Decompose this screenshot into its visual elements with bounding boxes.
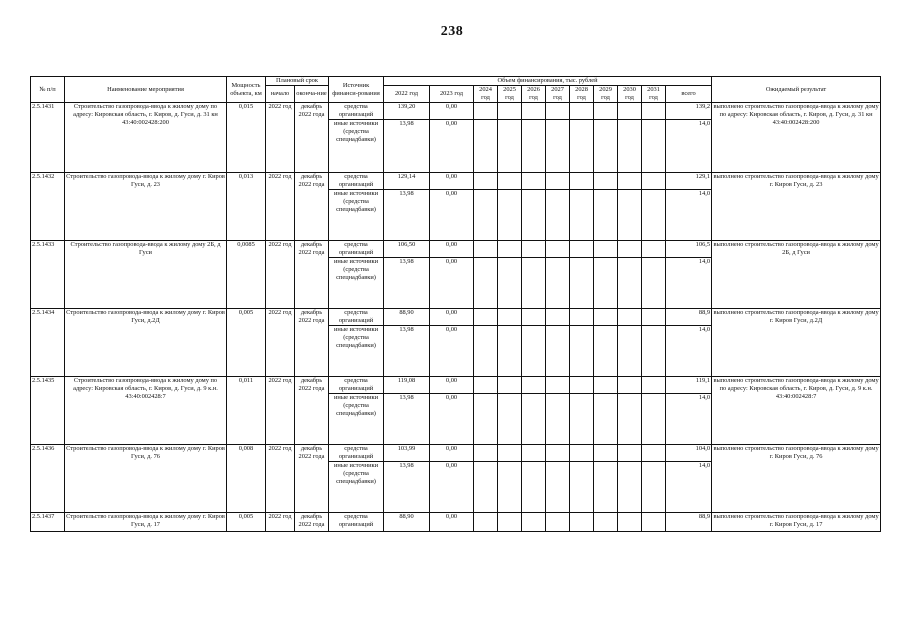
cell-result: выполнено строительство газопровода-ввода к жилому дому г. Киров Гуси, д. 23: [712, 173, 881, 241]
cell-capacity: 0,0085: [227, 241, 266, 309]
cell-2022: 13,98: [384, 462, 430, 513]
cell-capacity: 0,008: [227, 445, 266, 513]
header-year-2023: 2023 год: [430, 86, 474, 103]
cell-2023: 0,00: [430, 258, 474, 309]
cell-result: выполнено строительство газопровода-ввода к жилому дому г. Киров Гуси, д. 76: [712, 445, 881, 513]
cell-total: 129,1: [666, 173, 712, 190]
cell-source: иные источники (средства спецнадбавки): [329, 190, 384, 241]
cell-end: декабрь 2022 года: [295, 445, 329, 513]
header-result: Ожидаемый результат: [712, 77, 881, 103]
cell-end: декабрь 2022 года: [295, 103, 329, 173]
cell-total: 14,0: [666, 326, 712, 377]
cell-total: 14,0: [666, 190, 712, 241]
cell-source: средства организаций: [329, 377, 384, 394]
page-number: 238: [440, 24, 464, 39]
cell-start: 2022 год: [266, 241, 295, 309]
header-year-2030: 2030 год: [618, 86, 642, 103]
cell-2022: 13,98: [384, 258, 430, 309]
cell-source: иные источники (средства спецнадбавки): [329, 120, 384, 173]
cell-source: средства организаций: [329, 103, 384, 120]
cell-start: 2022 год: [266, 309, 295, 377]
cell-2023: 0,00: [430, 326, 474, 377]
cell-end: декабрь 2022 года: [295, 377, 329, 445]
cell-total: 14,0: [666, 462, 712, 513]
header-capacity: Мощность объекта, км: [227, 77, 266, 103]
cell-source: иные источники (средства спецнадбавки): [329, 326, 384, 377]
table-row: [31, 173, 881, 190]
cell-total: 88,9: [666, 513, 712, 532]
cell-2023: 0,00: [430, 445, 474, 462]
cell-2022: 13,98: [384, 120, 430, 173]
cell-result: выполнено строительство газопровода-ввода к жилому дому по адресу: Кировская область, г. Киров, д. Гуси, д. 9 к.н. 43:40:002428:7: [712, 377, 881, 445]
cell-num: 2.5.1436: [31, 445, 65, 513]
header-year-2024: 2024 год: [474, 86, 498, 103]
header-num: № п/п: [31, 77, 65, 103]
header-year-2031: 2031 год: [642, 86, 666, 103]
cell-capacity: 0,015: [227, 103, 266, 173]
cell-end: декабрь 2022 года: [295, 513, 329, 532]
cell-2023: 0,00: [430, 377, 474, 394]
header-year-2029: 2029 год: [594, 86, 618, 103]
cell-source: средства организаций: [329, 445, 384, 462]
funding-table: [30, 76, 881, 532]
cell-total: 119,1: [666, 377, 712, 394]
header-total: всего: [666, 86, 712, 103]
header-year-2025: 2025 год: [498, 86, 522, 103]
cell-num: 2.5.1433: [31, 241, 65, 309]
cell-2022: 13,98: [384, 394, 430, 445]
cell-name: Строительство газопровода-ввода к жилому дому по адресу: Кировская область, г. Киров, д. Гуси, д. 31 кн 43:40:002428:200: [65, 103, 227, 173]
cell-2023: 0,00: [430, 173, 474, 190]
header-plan-term: Плановый срок: [266, 77, 329, 86]
cell-name: Строительство газопровода-ввода к жилому дому г. Киров Гуси, д. 76: [65, 445, 227, 513]
cell-capacity: 0,005: [227, 513, 266, 532]
cell-2022: 119,08: [384, 377, 430, 394]
cell-capacity: 0,013: [227, 173, 266, 241]
cell-total: 104,0: [666, 445, 712, 462]
cell-capacity: 0,005: [227, 309, 266, 377]
cell-2022: 139,20: [384, 103, 430, 120]
cell-end: декабрь 2022 года: [295, 309, 329, 377]
cell-total: 88,9: [666, 309, 712, 326]
cell-name: Строительство газопровода-ввода к жилому дому г. Киров Гуси, д. 17: [65, 513, 227, 532]
cell-total: 106,5: [666, 241, 712, 258]
cell-2023: 0,00: [430, 120, 474, 173]
cell-total: 139,2: [666, 103, 712, 120]
cell-2022: 88,90: [384, 309, 430, 326]
cell-name: Строительство газопровода-ввода к жилому дому г. Киров Гуси, д.2Д: [65, 309, 227, 377]
cell-start: 2022 год: [266, 445, 295, 513]
cell-num: 2.5.1434: [31, 309, 65, 377]
cell-source: средства организаций: [329, 173, 384, 190]
header-start: начало: [266, 86, 295, 103]
cell-2023: 0,00: [430, 309, 474, 326]
cell-2023: 0,00: [430, 190, 474, 241]
cell-total: 14,0: [666, 120, 712, 173]
cell-source: иные источники (средства спецнадбавки): [329, 394, 384, 445]
cell-total: 14,0: [666, 258, 712, 309]
table-row: [31, 309, 881, 326]
cell-name: Строительство газопровода-ввода к жилому дому г. Киров Гуси, д. 23: [65, 173, 227, 241]
cell-start: 2022 год: [266, 103, 295, 173]
header-end: оконча-ние: [295, 86, 329, 103]
cell-2022: 103,99: [384, 445, 430, 462]
cell-start: 2022 год: [266, 513, 295, 532]
cell-source: средства организаций: [329, 513, 384, 532]
cell-2023: 0,00: [430, 103, 474, 120]
table-row: [31, 445, 881, 462]
cell-source: средства организаций: [329, 241, 384, 258]
cell-result: выполнено строительство газопровода-ввода к жилому дому г. Киров Гуси, д. 17: [712, 513, 881, 532]
cell-num: 2.5.1437: [31, 513, 65, 532]
table-row: [31, 513, 881, 532]
cell-end: декабрь 2022 года: [295, 173, 329, 241]
cell-source: иные источники (средства спецнадбавки): [329, 462, 384, 513]
header-year-2027: 2027 год: [546, 86, 570, 103]
cell-2023: 0,00: [430, 394, 474, 445]
cell-result: выполнено строительство газопровода-ввода к жилому дому г. Киров Гуси, д.2Д: [712, 309, 881, 377]
table-row: [31, 377, 881, 394]
cell-num: 2.5.1432: [31, 173, 65, 241]
cell-name: Строительство газопровода-ввода к жилому дому 2Б, д Гуси: [65, 241, 227, 309]
cell-2022: 106,50: [384, 241, 430, 258]
table-row: [31, 241, 881, 258]
cell-2022: 88,90: [384, 513, 430, 532]
header-row-1: [31, 77, 881, 86]
cell-capacity: 0,011: [227, 377, 266, 445]
cell-start: 2022 год: [266, 173, 295, 241]
cell-result: выполнено строительство газопровода-ввода к жилому дому 2Б, д Гуси: [712, 241, 881, 309]
header-year-2028: 2028 год: [570, 86, 594, 103]
cell-2023: 0,00: [430, 462, 474, 513]
cell-total: 14,0: [666, 394, 712, 445]
cell-source: средства организаций: [329, 309, 384, 326]
cell-2023: 0,00: [430, 241, 474, 258]
cell-2023: 0,00: [430, 513, 474, 532]
header-year-2022: 2022 год: [384, 86, 430, 103]
cell-2022: 129,14: [384, 173, 430, 190]
cell-2022: 13,98: [384, 190, 430, 241]
cell-end: декабрь 2022 года: [295, 241, 329, 309]
cell-num: 2.5.1435: [31, 377, 65, 445]
cell-result: выполнено строительство газопровода-ввода к жилому дому по адресу: Кировская область, г. Киров, д. Гуси, д. 31 кн 43:40:002428:200: [712, 103, 881, 173]
cell-start: 2022 год: [266, 377, 295, 445]
cell-name: Строительство газопровода-ввода к жилому дому по адресу: Кировская область, г. Киров, д. Гуси, д. 9 к.н. 43:40:002428:7: [65, 377, 227, 445]
header-name: Наименование мероприятия: [65, 77, 227, 103]
cell-num: 2.5.1431: [31, 103, 65, 173]
table-row: [31, 103, 881, 120]
header-source: Источник финанси-рования: [329, 77, 384, 103]
cell-2022: 13,98: [384, 326, 430, 377]
cell-source: иные источники (средства спецнадбавки): [329, 258, 384, 309]
header-year-2026: 2026 год: [522, 86, 546, 103]
header-funding: Объем финансирования, тыс. рублей: [384, 77, 712, 86]
